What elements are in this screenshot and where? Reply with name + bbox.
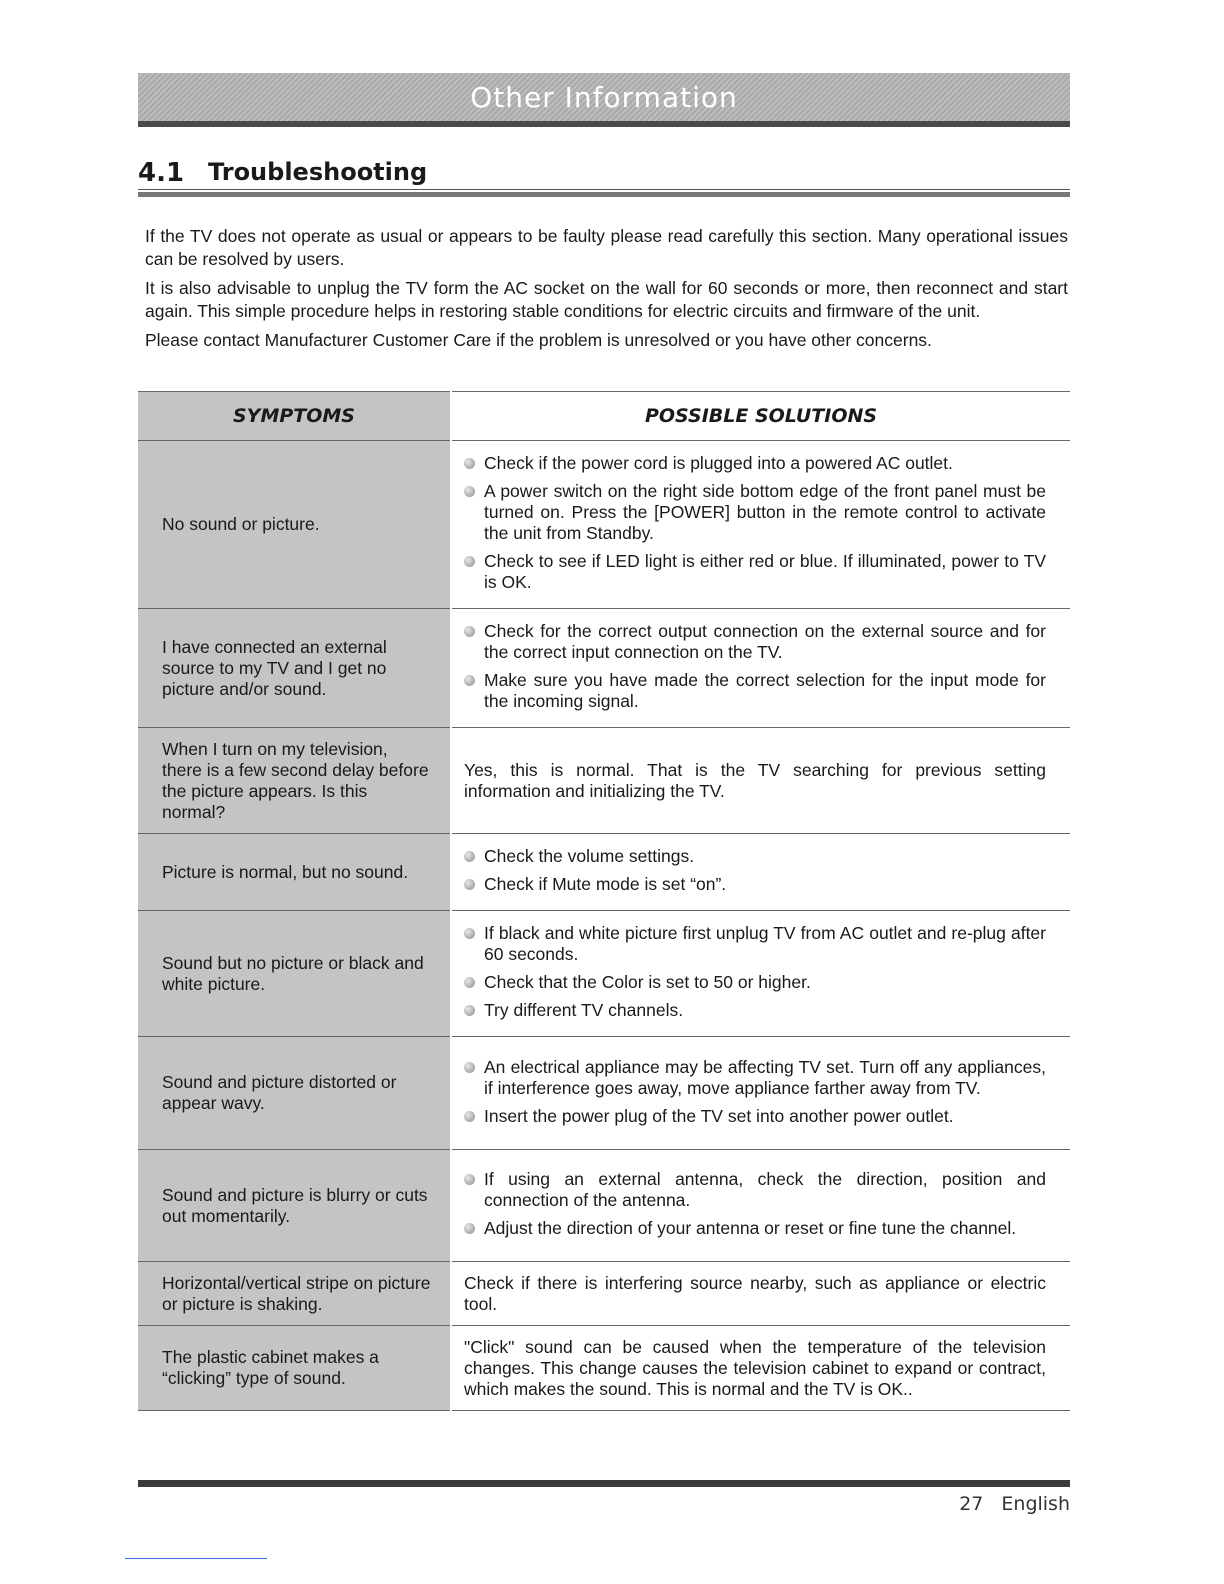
table-row [138,911,1070,1037]
bullet-dot-icon [464,1174,475,1185]
bullet-dot-icon [464,675,475,686]
symptom-cell: Horizontal/vertical stripe on picture or picture is shaking. [138,1262,451,1326]
symptom-cell: Sound but no picture or black and white picture. [138,911,451,1037]
section-number: 4.1 [138,158,185,188]
intro-paragraph: Please contact Manufacturer Customer Care if the problem is unresolved or you have other concerns. [145,330,932,350]
bullet-dot-icon [464,1223,475,1234]
solution-bullet: Check to see if LED light is either red or blue. If illuminated, power to TV is OK. [464,551,1046,593]
section-heading [138,154,1070,190]
page-number: 27 [959,1493,984,1515]
footer-rule [138,1480,1070,1487]
solution-bullet: Check for the correct output connection on the external source and for the correct input connection on the TV. [464,621,1046,663]
solution-bullet: A power switch on the right side bottom edge of the front panel must be turned on. Press the [POWER] button in the remote control to activate the unit from Standby. [464,481,1046,544]
bullet-dot-icon [464,928,475,939]
bullet-dot-icon [464,458,475,469]
solution-cell [451,1037,1070,1150]
symptom-cell: When I turn on my television, there is a few second delay before the picture appears. Is this normal? [138,728,451,834]
troubleshooting-table [138,391,1070,1411]
solution-cell [451,1150,1070,1262]
intro-text [145,225,1068,358]
solution-bullet: Check the volume settings. [464,846,1046,867]
section-rule-thin [138,189,1070,190]
solution-bullet: Make sure you have made the correct selection for the input mode for the incoming signal. [464,670,1046,712]
table-row [138,1262,1070,1326]
link-underline [125,1558,267,1559]
table-row [138,609,1070,728]
solution-bullet: Try different TV channels. [464,1000,1046,1021]
symptom-cell: Sound and picture distorted or appear wavy. [138,1037,451,1150]
banner-rule [138,121,1070,127]
symptom-cell: The plastic cabinet makes a “clicking” type of sound. [138,1326,451,1411]
solution-cell [451,609,1070,728]
symptom-cell: Picture is normal, but no sound. [138,834,451,911]
solution-cell [451,1262,1070,1326]
header-banner [138,73,1070,121]
solution-bullet: If black and white picture first unplug TV from AC outlet and re-plug after 60 seconds. [464,923,1046,965]
solution-text: "Click" sound can be caused when the temperature of the television changes. This change causes the television cabinet to expand or contract, which makes the sound. This is normal and the TV is OK.. [464,1336,1046,1399]
symptom-cell: Sound and picture is blurry or cuts out momentarily. [138,1150,451,1262]
bullet-dot-icon [464,879,475,890]
solution-cell [451,441,1070,609]
banner-title: Other Information [470,80,738,114]
bullet-dot-icon [464,1005,475,1016]
table-row [138,834,1070,911]
bullet-dot-icon [464,486,475,497]
table-row [138,441,1070,609]
solution-cell [451,1326,1070,1411]
table-row [138,1326,1070,1411]
solution-cell [451,834,1070,911]
solutions-header: POSSIBLE SOLUTIONS [451,392,1070,441]
page-footer [941,1493,1070,1515]
bullet-dot-icon [464,1111,475,1122]
symptom-cell: I have connected an external source to my TV and I get no picture and/or sound. [138,609,451,728]
symptom-cell: No sound or picture. [138,441,451,609]
intro-paragraph: It is also advisable to unplug the TV form the AC socket on the wall for 60 seconds or more, then reconnect and start again. This simple procedure helps in restoring stable conditions for electric circuits and firmware of the unit. [145,278,1068,321]
solution-text: Yes, this is normal. That is the TV searching for previous setting information and initializing the TV. [464,759,1046,801]
table-row [138,1150,1070,1262]
solution-cell [451,911,1070,1037]
solution-bullet: An electrical appliance may be affecting TV set. Turn off any appliances, if interference goes away, move appliance farther away from TV. [464,1057,1046,1099]
solution-bullet: Check if Mute mode is set “on”. [464,874,1046,895]
bullet-dot-icon [464,851,475,862]
solution-bullet: Check that the Color is set to 50 or higher. [464,972,1046,993]
bullet-dot-icon [464,1062,475,1073]
solution-cell [451,728,1070,834]
table-row [138,1037,1070,1150]
intro-paragraph: If the TV does not operate as usual or appears to be faulty please read carefully this section. Many operational issues can be resolved by users. [145,226,1068,269]
solution-bullet: If using an external antenna, check the direction, position and connection of the antenna. [464,1169,1046,1211]
table-header-row [138,392,1070,441]
solution-text: Check if there is interfering source nearby, such as appliance or electric tool. [464,1272,1046,1314]
solution-bullet: Check if the power cord is plugged into a powered AC outlet. [464,453,1046,474]
table-row [138,728,1070,834]
solution-bullet: Insert the power plug of the TV set into another power outlet. [464,1106,1046,1127]
section-rule-thick [138,192,1070,197]
bullet-dot-icon [464,626,475,637]
footer-language: English [1001,1493,1070,1515]
bullet-dot-icon [464,556,475,567]
section-title: Troubleshooting [208,158,428,186]
symptoms-header: SYMPTOMS [138,392,451,441]
bullet-dot-icon [464,977,475,988]
solution-bullet: Adjust the direction of your antenna or reset or fine tune the channel. [464,1218,1046,1239]
